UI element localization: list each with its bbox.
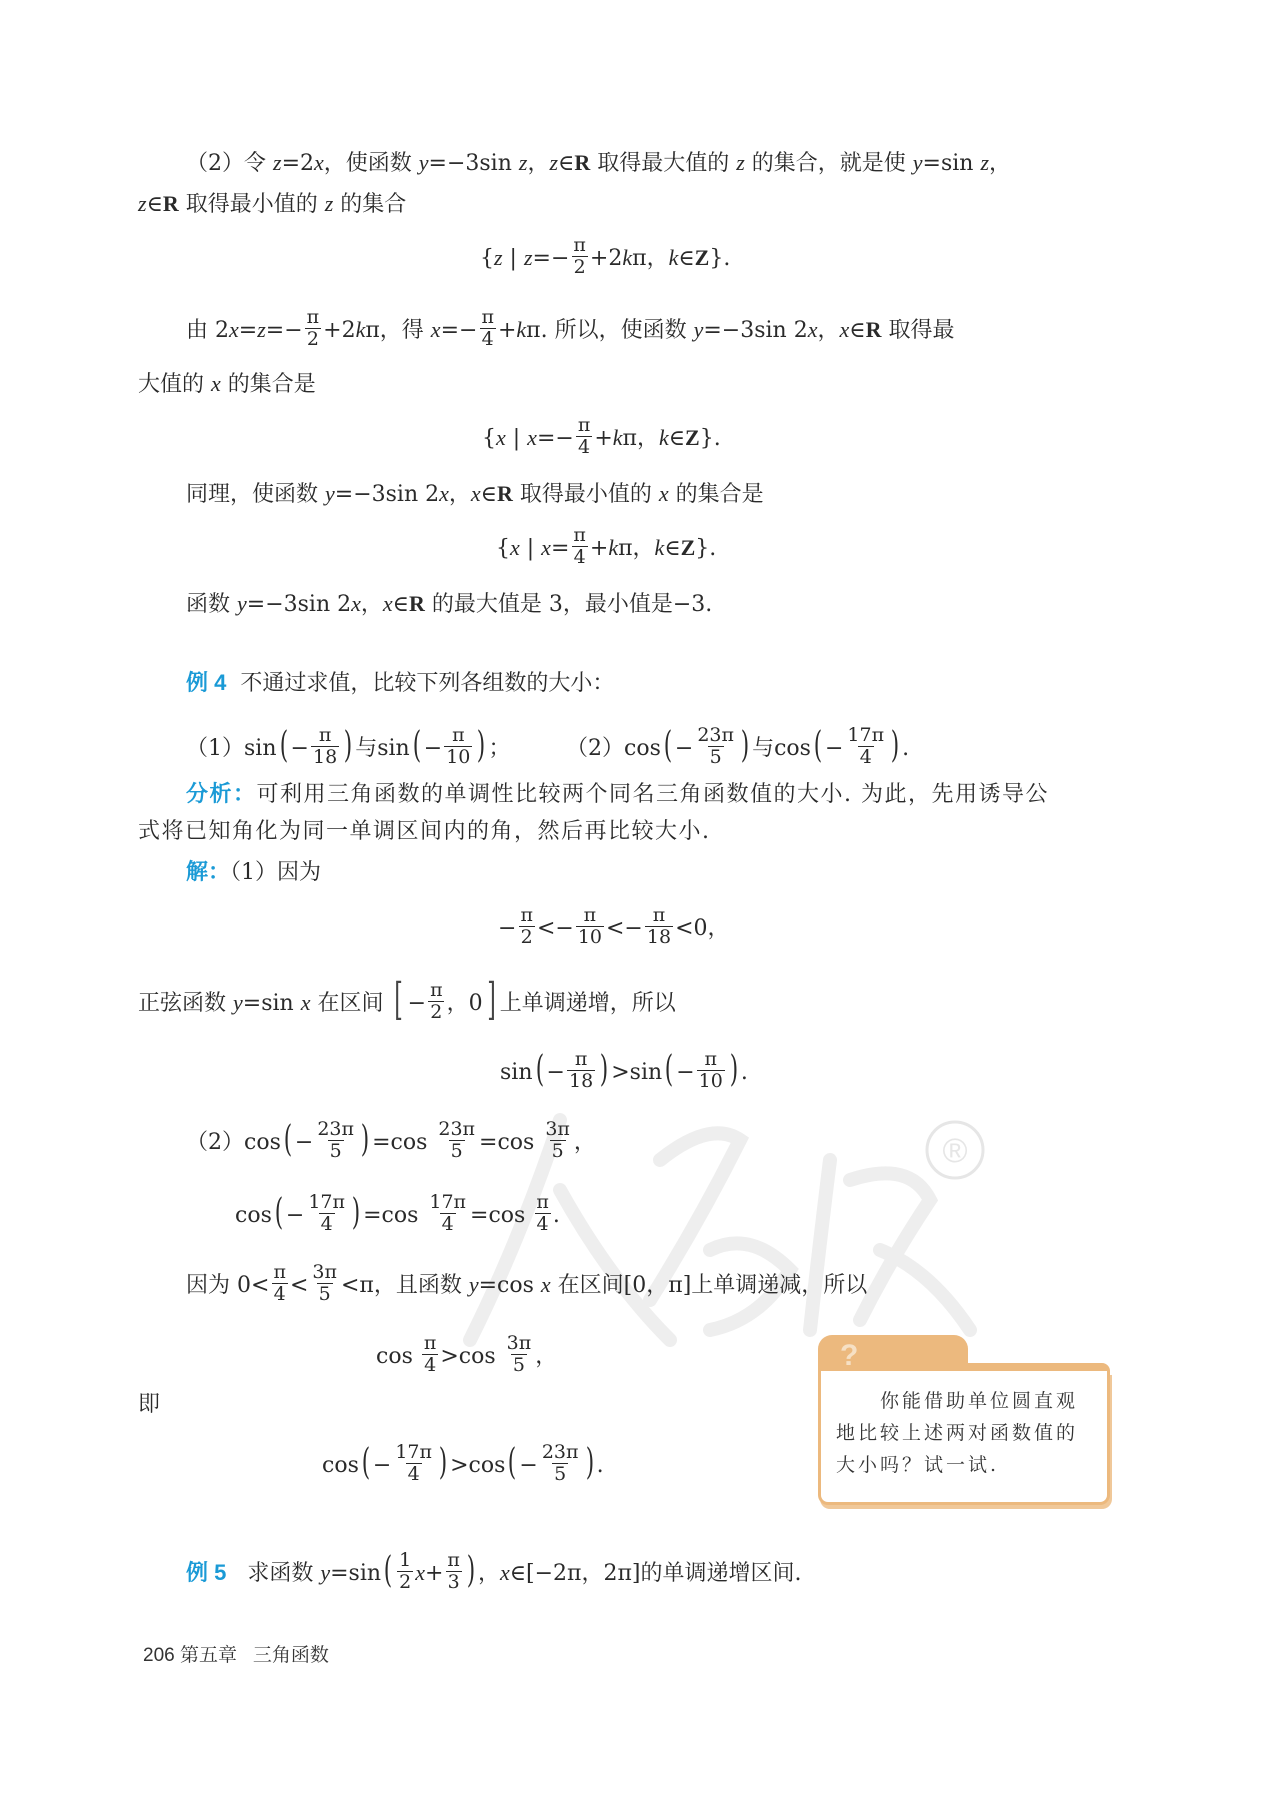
paren: ) xyxy=(438,1441,448,1483)
text: cos xyxy=(376,1343,420,1369)
question-mark-icon: ? xyxy=(840,1339,859,1372)
page-number: 206 xyxy=(143,1645,175,1666)
paren: ( xyxy=(383,1549,393,1591)
var: x xyxy=(540,1271,551,1297)
text: 的集合，就是使 xyxy=(744,151,913,176)
fraction: $\frac{3\pi}{5}$ xyxy=(312,1261,337,1305)
text-line-1 xyxy=(186,152,1011,175)
fraction: $\frac{\pi}{18}$ xyxy=(568,1048,594,1092)
analysis-text: 式将已知角化为同一单调区间内的角，然后再比较大小. xyxy=(138,819,711,844)
brace: { xyxy=(480,245,494,271)
text: 取得最小值的 xyxy=(512,482,659,507)
var: y xyxy=(320,1559,331,1585)
paren: ( xyxy=(412,724,421,766)
set-R: R xyxy=(865,316,882,342)
text: cos xyxy=(774,735,811,761)
text: 取得最大值的 xyxy=(590,151,737,176)
text: 与 xyxy=(752,735,775,761)
fraction: $\frac{23\pi}{5}$ xyxy=(697,724,735,768)
text: =− xyxy=(532,245,570,271)
text: 在区间[0，π]上单调递减，所以 xyxy=(550,1272,868,1298)
set-R: R xyxy=(496,481,513,506)
colon: ： xyxy=(233,781,257,806)
text: <π，且函数 xyxy=(340,1272,469,1298)
because-line xyxy=(186,1261,868,1307)
text: ∈ xyxy=(678,245,695,271)
text: sin xyxy=(244,735,277,761)
svg-text:®: ® xyxy=(942,1132,968,1170)
text: 的集合是 xyxy=(668,482,764,507)
fraction: $\frac{\pi}{3}$ xyxy=(447,1549,460,1593)
fraction: $\frac{\pi}{2}$ xyxy=(573,234,586,278)
text: >sin xyxy=(611,1059,663,1085)
var: x xyxy=(807,316,818,342)
paren: ) xyxy=(599,1048,609,1090)
var: x xyxy=(470,481,481,506)
fraction: $\frac{\pi}{4}$ xyxy=(273,1261,286,1305)
var: z xyxy=(549,150,559,175)
paren: ( xyxy=(813,724,823,766)
fraction: $\frac{\pi}{4}$ xyxy=(423,1332,437,1376)
fraction: $\frac{\pi}{10}$ xyxy=(698,1048,723,1092)
var: k xyxy=(608,534,619,560)
text: =cos xyxy=(479,1129,542,1155)
example-4-question-1: （1）sin( − $\frac{\pi}{18}$ ) 与sin( − $\frac{\pi}{10}$ ) ； xyxy=(186,724,511,768)
think-callout-box xyxy=(818,1335,1110,1508)
cos-equation-1: （2）cos( − $\frac{23\pi}{5}$ ) =cos $\frac{23\pi}{5}$ =cos $\frac{3\pi}{5}$ ， xyxy=(186,1118,596,1162)
text: ， xyxy=(477,1560,500,1586)
text: >cos xyxy=(440,1343,503,1369)
text: 在区间 xyxy=(310,991,384,1016)
text: | xyxy=(519,535,542,561)
text: 即 xyxy=(138,1392,161,1417)
text: | xyxy=(505,425,528,451)
text: = xyxy=(238,317,258,343)
example-4-label: 例 4 xyxy=(186,670,227,695)
analysis-line-2 xyxy=(138,821,711,843)
text: =cos xyxy=(372,1129,435,1155)
callout-question: 你能借助单位圆直观地比较上述两对函数值的大小吗？试一试. xyxy=(836,1390,1079,1476)
text: （1） xyxy=(186,735,244,761)
fraction: $\frac{23\pi}{5}$ xyxy=(438,1118,476,1162)
var: x xyxy=(430,316,441,342)
fraction: $\frac{17\pi}{4}$ xyxy=(395,1441,433,1485)
fraction: $\frac{17\pi}{4}$ xyxy=(847,724,885,768)
brace: { xyxy=(482,425,496,451)
text: 0 xyxy=(468,991,483,1016)
fraction: $\frac{\pi}{18}$ xyxy=(646,904,672,948)
fraction: $\frac{17\pi}{4}$ xyxy=(308,1191,346,1235)
text: <0， xyxy=(675,915,730,941)
var: z xyxy=(257,316,266,342)
var: k xyxy=(654,534,665,560)
text: （1）因为 xyxy=(230,860,322,885)
paren: ( xyxy=(535,1048,544,1090)
text: π，得 xyxy=(365,317,431,343)
paren: ( xyxy=(279,724,288,766)
text-line-4 xyxy=(138,373,316,396)
text: ，使函数 xyxy=(323,151,419,176)
fraction: $\frac{\pi}{18}$ xyxy=(312,724,338,768)
example-4-prompt: 不通过求值，比较下列各组数的大小： xyxy=(240,671,615,696)
text: =− xyxy=(536,425,574,451)
var: x xyxy=(496,424,506,450)
text: . xyxy=(740,1059,748,1085)
var: y xyxy=(693,316,704,342)
text: =sin xyxy=(330,1560,382,1586)
analysis-label: 分析 xyxy=(186,781,234,806)
var: z xyxy=(736,150,745,175)
paren: ( xyxy=(361,1441,371,1483)
paren: ) xyxy=(343,724,353,766)
set-R: R xyxy=(574,150,591,175)
text: + xyxy=(424,1560,444,1586)
set-R: R xyxy=(162,191,179,216)
set-Z: Z xyxy=(680,534,696,560)
text: ， xyxy=(360,592,383,617)
text: cos xyxy=(624,735,661,761)
var: x xyxy=(510,534,520,560)
var: z xyxy=(980,150,990,175)
cos-comparison xyxy=(376,1332,558,1378)
paren: ( xyxy=(663,724,673,766)
var: z xyxy=(518,150,528,175)
callout-text xyxy=(836,1385,1092,1481)
text: （2） xyxy=(186,1129,244,1155)
var: y xyxy=(468,1271,479,1297)
text: ， xyxy=(448,482,471,507)
paren: ( xyxy=(283,1118,293,1160)
var: x xyxy=(839,316,850,342)
text: 同理，使函数 xyxy=(186,482,325,507)
text: ， xyxy=(817,317,840,343)
var: z xyxy=(523,244,533,270)
text: ∈ xyxy=(558,151,575,176)
text: + xyxy=(589,535,609,561)
text: >cos xyxy=(450,1452,506,1478)
var: x xyxy=(527,424,537,450)
text: = xyxy=(550,535,570,561)
paren: ( xyxy=(664,1048,674,1090)
fraction: $\frac{3\pi}{5}$ xyxy=(506,1332,532,1376)
brace: { xyxy=(496,535,510,561)
text: =− xyxy=(440,317,478,343)
var: k xyxy=(516,316,527,342)
var: x xyxy=(314,150,324,175)
set-R: R xyxy=(408,591,425,616)
text: + xyxy=(497,317,517,343)
var: x xyxy=(351,591,361,616)
fraction: $\frac{3\pi}{5}$ xyxy=(545,1118,570,1162)
text: （2）令 xyxy=(186,151,273,176)
var: x xyxy=(499,1559,510,1585)
paren: ( xyxy=(274,1191,284,1233)
var: k xyxy=(658,424,669,450)
text: 的集合是 xyxy=(220,372,316,397)
var: x xyxy=(211,371,221,396)
text-line-3 xyxy=(186,306,955,352)
fraction: $\frac{\pi}{2}$ xyxy=(306,306,320,350)
text: =2 xyxy=(281,151,314,176)
text: 上单调递增，所以 xyxy=(499,991,676,1016)
text: π， xyxy=(622,425,659,451)
var: z xyxy=(494,244,503,270)
text: ∈ xyxy=(668,425,686,451)
text: =−3sin xyxy=(428,151,519,176)
var: x xyxy=(382,591,393,616)
var: x xyxy=(658,481,669,506)
text: . xyxy=(902,735,910,761)
text: 的集合 xyxy=(333,192,407,217)
var: k xyxy=(622,244,633,270)
text: =− xyxy=(265,317,303,343)
text: =cos xyxy=(478,1272,541,1298)
text: （2） xyxy=(566,735,624,761)
set-formula-1 xyxy=(480,234,731,280)
solution-line-1 xyxy=(186,861,321,884)
text-line-6 xyxy=(186,593,712,616)
example-5-line xyxy=(186,1549,802,1595)
text: 正弦函数 xyxy=(138,991,233,1016)
solution-label: 解 xyxy=(186,859,209,884)
text: ∈ xyxy=(392,592,409,617)
text: sin xyxy=(377,735,410,761)
brace: }. xyxy=(699,425,721,451)
inequality-1: − $\frac{\pi}{2}$ <− $\frac{\pi}{10}$ <− $\frac{\pi}{18}$ <0， xyxy=(498,904,730,948)
var: x xyxy=(415,1559,425,1585)
text: =sin xyxy=(922,151,981,176)
paren: ) xyxy=(585,1441,594,1483)
set-formula-2 xyxy=(482,414,721,460)
text: =−3sin 2 xyxy=(703,317,808,343)
fraction: $\frac{\pi}{2}$ xyxy=(430,979,443,1023)
text: . xyxy=(552,1202,560,1228)
bracket: ] xyxy=(486,974,496,1025)
fraction: $\frac{\pi}{4}$ xyxy=(536,1191,549,1235)
ji-label xyxy=(138,1394,160,1416)
text: 与 xyxy=(355,735,378,761)
text: 大值的 xyxy=(138,372,211,397)
fraction: $\frac{23\pi}{5}$ xyxy=(317,1118,355,1162)
example-4-question-2: （2）cos( − $\frac{23\pi}{5}$ ) 与cos( − $\frac{17\pi}{4}$ ) . xyxy=(566,724,910,768)
chapter-label: 第五章 xyxy=(179,1645,237,1666)
text: 取得最 xyxy=(881,317,955,343)
analysis-text: 可利用三角函数的单调性比较两个同名三角函数值的大小. 为此，先用诱导公 xyxy=(256,782,1050,807)
text: 取得最小值的 xyxy=(178,192,325,217)
paren: ) xyxy=(477,724,486,766)
bracket: [ xyxy=(394,974,404,1025)
text: 因为 0< xyxy=(186,1272,270,1298)
text: =cos xyxy=(363,1202,426,1228)
text: ∈ xyxy=(480,482,497,507)
analysis-line-1 xyxy=(186,783,1049,806)
brace: }. xyxy=(695,535,717,561)
paren: ) xyxy=(466,1549,476,1591)
text: 函数 xyxy=(186,592,237,617)
text: ， xyxy=(535,1343,558,1369)
cos-equation-2: cos( − $\frac{17\pi}{4}$ ) =cos $\frac{17\pi}{4}$ =cos $\frac{\pi}{4}$ . xyxy=(235,1191,560,1235)
fraction: $\frac{\pi}{10}$ xyxy=(446,724,471,768)
var: y xyxy=(233,990,243,1015)
var: y xyxy=(418,150,429,175)
text: π. 所以，使函数 xyxy=(526,317,694,343)
chapter-title: 三角函数 xyxy=(252,1645,329,1666)
var: k xyxy=(355,316,366,342)
colon: ： xyxy=(208,859,231,884)
text: π， xyxy=(618,535,655,561)
text: ， xyxy=(527,151,550,176)
brace: }. xyxy=(709,245,731,271)
text-line-2 xyxy=(138,193,406,216)
fraction: $\frac{17\pi}{4}$ xyxy=(429,1191,467,1235)
var: y xyxy=(325,481,335,506)
paren: ) xyxy=(729,1048,739,1090)
sine-monotonic-line: 正弦函数 y=sin x 在区间 [ − $\frac{\pi}{2}$ ，0] 上单调递增，所以 xyxy=(138,974,676,1025)
text: ∈ xyxy=(849,317,866,343)
page-footer xyxy=(143,1640,329,1667)
set-Z: Z xyxy=(685,424,700,450)
paren: ) xyxy=(360,1118,370,1160)
var: x xyxy=(300,990,311,1015)
fraction: $\frac{\pi}{4}$ xyxy=(577,414,591,458)
text: π， xyxy=(632,245,669,271)
var: k xyxy=(612,424,623,450)
text: ∈ xyxy=(664,535,681,561)
text: ∈ xyxy=(146,192,163,217)
text: + xyxy=(594,425,613,451)
var: z xyxy=(138,191,147,216)
text: cos xyxy=(244,1129,281,1155)
text: | xyxy=(502,245,524,271)
text: cos xyxy=(235,1202,272,1228)
text: =−3sin 2 xyxy=(246,592,352,617)
var: x xyxy=(541,534,551,560)
var: z xyxy=(324,191,334,216)
final-result: cos( − $\frac{17\pi}{4}$ ) >cos( − $\frac{23\pi}{5}$ ) . xyxy=(322,1441,604,1485)
example-4-heading xyxy=(186,672,614,695)
text: ； xyxy=(488,735,511,761)
text: 由 2 xyxy=(186,317,229,343)
text: =sin xyxy=(242,991,301,1016)
set-Z: Z xyxy=(694,244,710,270)
var: y xyxy=(912,150,923,175)
text: +2 xyxy=(323,317,356,343)
text: cos xyxy=(322,1452,359,1478)
var: k xyxy=(668,244,679,270)
text: < xyxy=(289,1272,309,1298)
paren: ) xyxy=(890,724,900,766)
text-line-5 xyxy=(186,483,764,506)
var: x xyxy=(229,316,239,342)
text: =−3sin 2 xyxy=(334,482,440,507)
text: 求函数 xyxy=(247,1560,321,1586)
text: ， xyxy=(989,151,1012,176)
example-5-label: 例 5 xyxy=(186,1559,227,1585)
paren: ( xyxy=(508,1441,517,1483)
fraction: $\frac{\pi}{4}$ xyxy=(481,306,494,350)
fraction: $\frac{\pi}{10}$ xyxy=(577,904,602,948)
text: 的最大值是 3，最小值是−3. xyxy=(424,592,713,617)
text: =cos xyxy=(470,1202,533,1228)
var: x xyxy=(439,481,449,506)
text: +2 xyxy=(589,245,623,271)
text: sin xyxy=(500,1059,533,1085)
var: z xyxy=(273,150,282,175)
fraction: $\frac{\pi}{4}$ xyxy=(573,524,586,568)
text: ， xyxy=(573,1129,596,1155)
text: ∈[−2π，2π]的单调递增区间. xyxy=(509,1560,802,1586)
sine-result: sin( − $\frac{\pi}{18}$ ) >sin( − $\frac{\pi}{10}$ ) . xyxy=(500,1048,748,1092)
fraction: $\frac{1}{2}$ xyxy=(399,1549,412,1593)
fraction: $\frac{\pi}{2}$ xyxy=(520,904,533,948)
fraction: $\frac{23\pi}{5}$ xyxy=(541,1441,579,1485)
set-formula-3 xyxy=(496,524,717,570)
var: y xyxy=(237,591,247,616)
text: . xyxy=(596,1452,604,1478)
paren: ) xyxy=(740,724,750,766)
paren: ) xyxy=(351,1191,361,1233)
